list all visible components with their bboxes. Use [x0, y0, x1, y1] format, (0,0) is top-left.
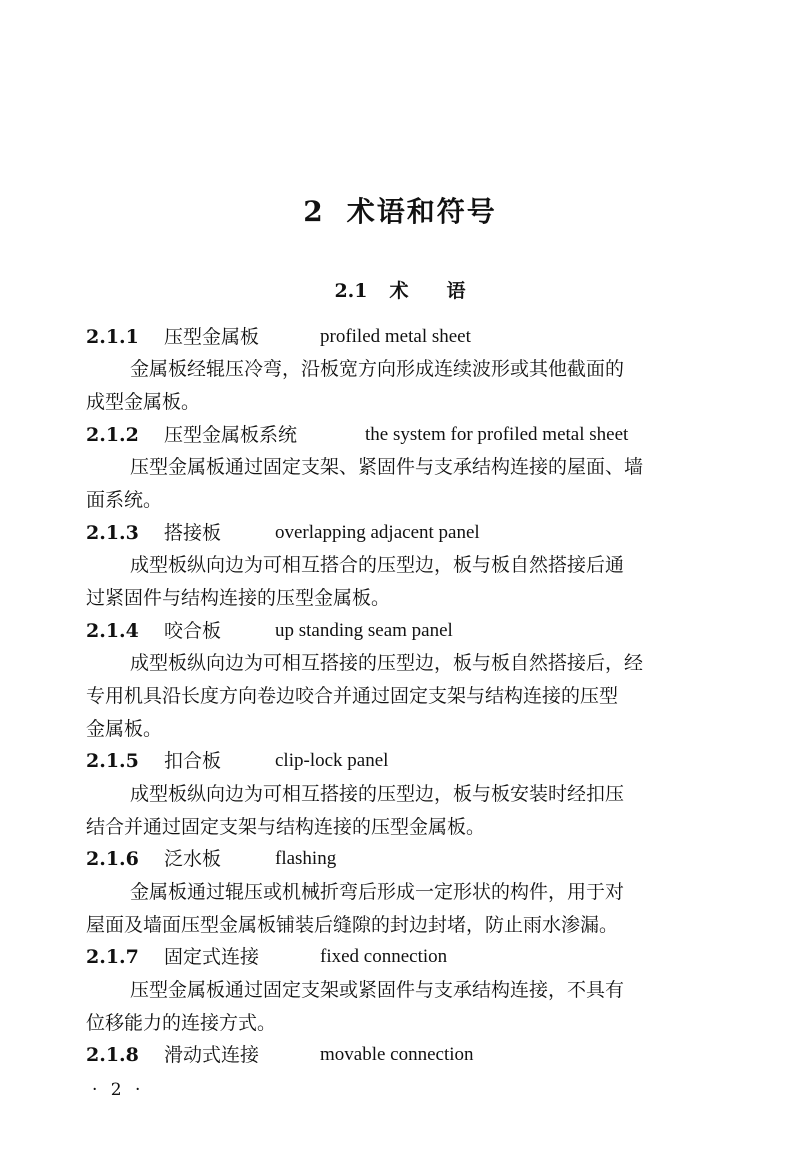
term-heading: [86, 322, 471, 352]
chapter-title: [0, 190, 800, 230]
definition-line: 结合并通过固定支架与结构连接的压型金属板。: [86, 816, 486, 838]
term-chinese: 搭接板: [164, 522, 222, 544]
term-chinese: 压型金属板系统: [164, 424, 298, 446]
term-chinese: 固定式连接: [164, 946, 260, 968]
term-english: clip-lock panel: [275, 750, 389, 771]
term-heading: [86, 942, 448, 972]
definition-line: 专用机具沿长度方向卷边咬合并通过固定支架与结构连接的压型: [86, 685, 619, 707]
chapter-number: 2: [303, 195, 325, 228]
definition-line: 过紧固件与结构连接的压型金属板。: [86, 587, 391, 609]
term-number: 2.1.7: [86, 946, 139, 968]
term-heading: [86, 616, 453, 646]
definition-line: 压型金属板通过固定支架或紧固件与支承结构连接，不具有: [130, 979, 625, 1001]
term-chinese: 泛水板: [164, 848, 222, 870]
definition-line: 面系统。: [86, 489, 163, 511]
page-number: · 2 ·: [92, 1080, 145, 1100]
term-number: 2.1.6: [86, 848, 139, 870]
definition-line: 成型金属板。: [86, 391, 201, 413]
term-chinese: 滑动式连接: [164, 1044, 260, 1066]
term-number: 2.1.5: [86, 750, 139, 772]
definition-line: 位移能力的连接方式。: [86, 1012, 277, 1034]
term-english: movable connection: [320, 1044, 474, 1065]
section-number: 2.1: [334, 280, 368, 302]
term-heading: [86, 1040, 474, 1070]
term-heading: [86, 420, 629, 450]
term-english: overlapping adjacent panel: [275, 522, 480, 543]
section-title-part1: 术: [389, 280, 409, 302]
section-title-part2: 语: [446, 280, 466, 302]
term-english: fixed connection: [320, 946, 448, 967]
term-heading: [86, 844, 337, 874]
term-number: 2.1.3: [86, 522, 139, 544]
term-chinese: 压型金属板: [164, 326, 260, 348]
term-english: flashing: [275, 848, 337, 869]
definition-line: 金属板经辊压冷弯，沿板宽方向形成连续波形或其他截面的: [130, 358, 625, 380]
chapter-title-text: 术语和符号: [346, 195, 497, 228]
term-number: 2.1.2: [86, 424, 139, 446]
definition-line: 金属板通过辊压或机械折弯后形成一定形状的构件，用于对: [130, 881, 625, 903]
term-english: profiled metal sheet: [320, 326, 471, 347]
term-chinese: 咬合板: [164, 620, 222, 642]
term-english: the system for profiled metal sheet: [365, 424, 629, 445]
definition-line: 成型板纵向边为可相互搭接的压型边，板与板自然搭接后，经: [130, 652, 644, 674]
definition-line: 压型金属板通过固定支架、紧固件与支承结构连接的屋面、墙: [130, 456, 644, 478]
term-number: 2.1.8: [86, 1044, 139, 1066]
definition-line: 成型板纵向边为可相互搭合的压型边，板与板自然搭接后通: [130, 554, 625, 576]
term-number: 2.1.1: [86, 326, 139, 348]
term-heading: [86, 746, 389, 776]
definition-line: 屋面及墙面压型金属板铺装后缝隙的封边封堵，防止雨水渗漏。: [86, 914, 619, 936]
term-english: up standing seam panel: [275, 620, 453, 641]
term-number: 2.1.4: [86, 620, 139, 642]
definition-line: 成型板纵向边为可相互搭接的压型边，板与板安装时经扣压: [130, 783, 625, 805]
section-title: [0, 276, 800, 303]
term-heading: [86, 518, 480, 548]
term-chinese: 扣合板: [164, 750, 222, 772]
definition-line: 金属板。: [86, 718, 163, 740]
